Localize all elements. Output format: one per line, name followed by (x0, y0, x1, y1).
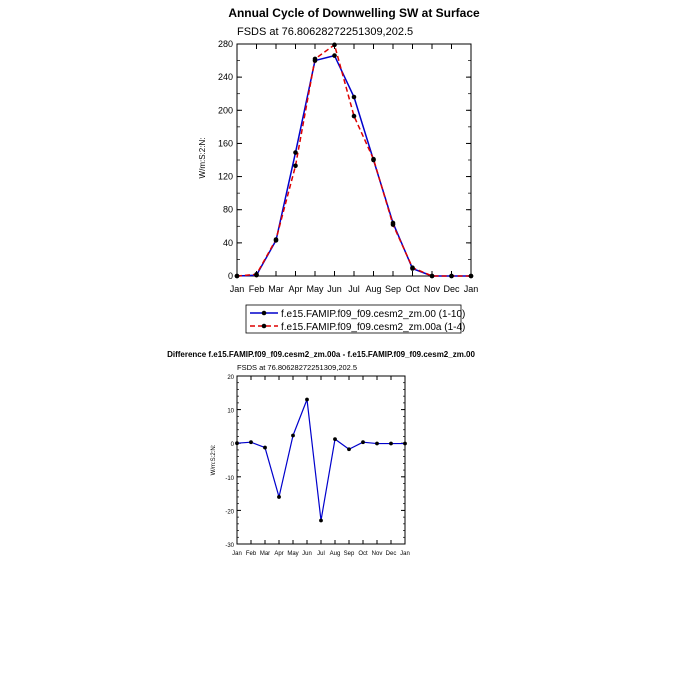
legend-label-series1: f.e15.FAMIP.f09_f09.cesm2_zm.00 (1-10) (281, 309, 466, 320)
chart1-series-1-point (293, 150, 298, 155)
chart1-series-2-point (293, 164, 298, 169)
chart2-series-1-point (333, 437, 337, 441)
legend-label-series2: f.e15.FAMIP.f09_f09.cesm2_zm.00a (1-4) (281, 322, 466, 333)
chart2-y-tick-label: 10 (227, 408, 234, 415)
chart2-subtitle: FSDS at 76.80628272251309,202.5 (237, 363, 358, 372)
chart1-series-2-line (237, 45, 471, 276)
chart1-series-2-point (235, 274, 240, 279)
chart1-legend (246, 305, 465, 333)
chart1-x-tick-label: Feb (248, 284, 265, 294)
chart1-x-tick-label: Mar (268, 284, 284, 294)
chart2-y-tick-label: -20 (225, 509, 234, 516)
chart1-x-tick-label: Dec (443, 284, 460, 294)
chart1-y-tick-label: 160 (217, 138, 233, 149)
legend-marker-series1 (262, 311, 267, 316)
chart1-y-tick-label: 40 (222, 237, 233, 248)
chart1-x-tick-label: Jul (348, 284, 360, 294)
chart1-x-tick-label: Sep (384, 284, 402, 294)
chart2-series-1-point (319, 519, 323, 523)
chart2-y-axis-label: W/m:S:2:N: (211, 444, 217, 476)
chart2-series-1-point (235, 441, 239, 445)
chart2-x-tick-label: Jan (400, 551, 410, 557)
chart1-y-tick-label: 120 (217, 171, 233, 182)
chart2-series-1-point (305, 398, 309, 402)
chart1-frame (237, 44, 471, 276)
chart2-y-tick-label: 0 (230, 442, 234, 449)
chart1-y-tick-label: 80 (222, 204, 233, 215)
chart1-y-axis-label: W/m:S:2:N: (198, 137, 207, 179)
chart2-series-1-point (389, 442, 393, 446)
chart2-series-1-point (403, 442, 407, 446)
chart1-series-2-point (254, 272, 259, 277)
chart2-plot-area (225, 375, 410, 557)
chart1-series-2-point (371, 157, 376, 162)
chart1-series-2-point (313, 57, 318, 62)
chart2-series-1-point (291, 434, 295, 438)
chart2-series-1-point (375, 442, 379, 446)
chart2-y-tick-label: -10 (225, 475, 234, 482)
chart1-y-tick-label: 0 (227, 271, 233, 281)
chart1-x-tick-label: May (306, 284, 324, 294)
chart1-series-1-line (237, 56, 471, 276)
chart1-x-tick-label: Jan (229, 284, 245, 294)
chart1-series-1-point (352, 95, 357, 100)
legend-marker-series2 (262, 324, 267, 329)
chart1-y-tick-label: 200 (217, 105, 233, 116)
chart2-y-tick-label: 20 (227, 375, 234, 381)
chart1-plot-area (218, 39, 478, 294)
chart1-x-tick-label: Jun (327, 284, 342, 294)
chart2-series-1-point (277, 495, 281, 499)
chart1-x-tick-label: Aug (365, 284, 382, 294)
chart1-subtitle: FSDS at 76.80628272251309,202.5 (237, 26, 414, 38)
chart1-series-2-point (352, 114, 357, 119)
chart1-series-2-point (469, 274, 474, 279)
chart1-x-tick-label: Nov (423, 284, 441, 294)
chart1-series-2-point (449, 274, 454, 279)
chart1-series-2-point (430, 274, 435, 279)
chart2-x-tick-label: Jul (317, 551, 325, 557)
chart1-x-tick-label: Jan (463, 284, 479, 294)
chart1-series-2-point (410, 265, 415, 270)
chart2-series-1-line (237, 400, 405, 521)
chart1-y-tick-label: 280 (217, 39, 233, 49)
chart2-x-tick-label: Feb (245, 551, 257, 557)
chart2-x-tick-label: Jan (232, 551, 242, 557)
chart2-x-tick-label: Sep (343, 551, 355, 557)
chart2-x-tick-label: Oct (358, 551, 368, 557)
chart2-series-1-point (347, 447, 351, 451)
chart1-title: Annual Cycle of Downwelling SW at Surface (228, 6, 480, 20)
chart1-series-1-point (332, 53, 337, 58)
chart2-x-tick-label: Apr (274, 551, 284, 557)
chart1-series-2-point (274, 237, 279, 242)
chart2-series-1-point (249, 440, 253, 444)
chart2-x-tick-label: Jun (302, 551, 312, 557)
chart1-series-2-point (332, 43, 337, 48)
chart1-y-tick-label: 240 (217, 72, 233, 83)
chart1-x-tick-label: Apr (288, 284, 303, 294)
chart1-x-tick-label: Oct (405, 284, 420, 294)
chart2-series-1-point (361, 440, 365, 444)
chart2-x-tick-label: May (287, 551, 299, 557)
chart2-title: Difference f.e15.FAMIP.f09_f09.cesm2_zm.00a - f.e15.FAMIP.f09_f09.cesm2_zm.00 (167, 350, 475, 359)
chart2-x-tick-label: Dec (385, 551, 397, 557)
chart1-series-2-point (391, 222, 396, 227)
chart2-x-tick-label: Aug (329, 551, 341, 557)
chart2-x-tick-label: Mar (259, 551, 271, 557)
chart2-y-tick-label: -30 (225, 543, 234, 549)
chart2-x-tick-label: Nov (371, 551, 383, 557)
chart2-series-1-point (263, 446, 267, 450)
